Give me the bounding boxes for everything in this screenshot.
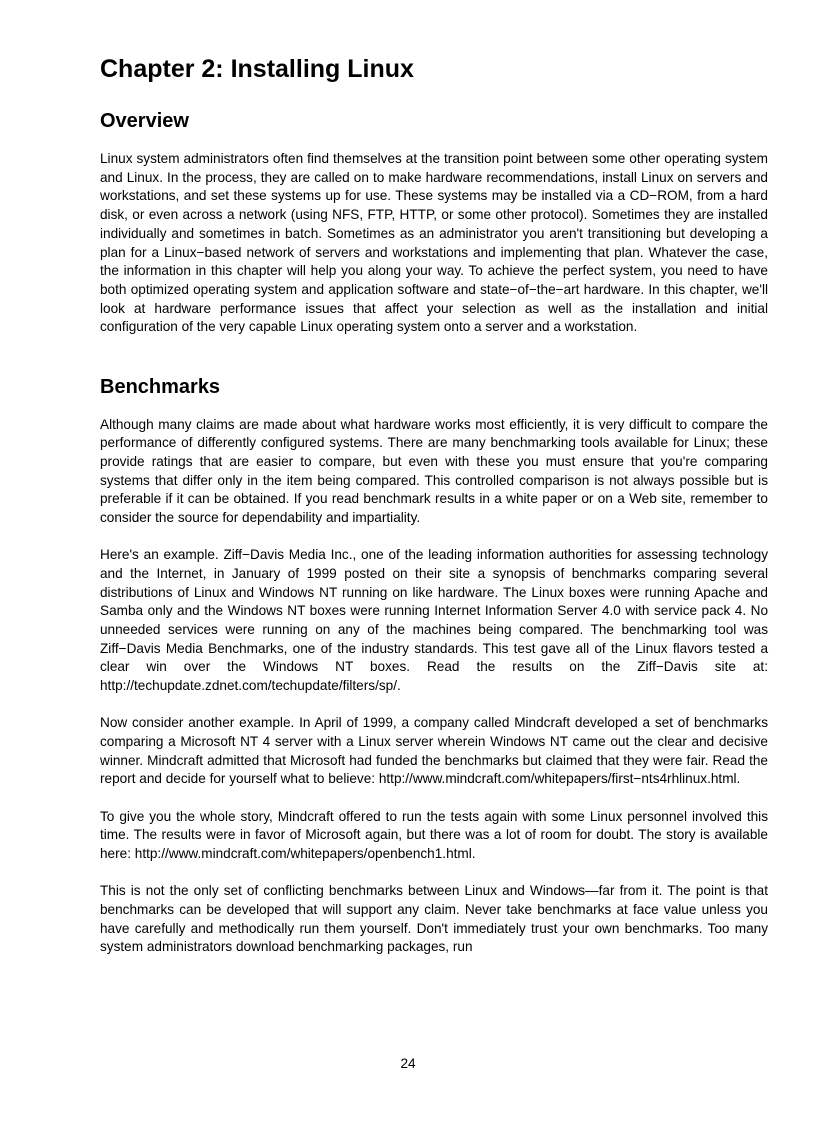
overview-heading: Overview <box>100 110 189 132</box>
benchmarks-paragraph-2: Here's an example. Ziff−Davis Media Inc., one of the leading information authorities for assessing technology and the Internet, in January of 1999 posted on their site a synopsis of benchmarks comparing several distributions of Linux and Windows NT running on like hardware. The Linux boxes were running Apache and Samba only and the Windows NT boxes were running Internet Information Server 4.0 with service pack 4. No unneeded services were running on any of the machines being compared. The benchmarking tool was Ziff−Davis Media Benchmarks, one of the industry standards. This test gave all of the Linux flavors tested a clear win over the Windows NT boxes. Read the results on the Ziff−Davis site at: http://techupdate.zdnet.com/techupdate/filters/sp/. <box>100 547 768 694</box>
benchmarks-paragraph-3: Now consider another example. In April of 1999, a company called Mindcraft developed a set of benchmarks comparing a Microsoft NT 4 server with a Linux server wherein Windows NT came out the clear and decisive winner. Mindcraft admitted that Microsoft had funded the benchmarks but claimed that they were fair. Read the report and decide for yourself what to believe: http://www.mindcraft.com/whitepapers/first−nts4rhlinux.html. <box>100 715 768 787</box>
section-spacer <box>100 356 768 374</box>
page-number: 24 <box>400 1056 416 1071</box>
page-content <box>100 52 768 976</box>
chapter-title: Chapter 2: Installing Linux <box>100 55 414 83</box>
benchmarks-paragraph-1: Although many claims are made about what hardware works most efficiently, it is very difficult to compare the performance of differently configured systems. There are many benchmarking tools available for Linux; these provide ratings that are easier to compare, but even with these you must ensure that you're comparing systems that differ only in the item being compared. This controlled comparison is not always possible but is preferable if it can be obtained. If you read benchmark results in a white paper or on a Web site, remember to consider the source for dependability and impartiality. <box>100 416 768 526</box>
benchmarks-paragraph-5: This is not the only set of conflicting benchmarks between Linux and Windows—far from it. The point is that benchmarks can be developed that will support any claim. Never take benchmarks at face value unless you have carefully and methodically run them yourself. Don't immediately trust your own benchmarks. Too many system administrators download benchmarking packages, run <box>100 883 768 955</box>
benchmarks-heading: Benchmarks <box>100 375 221 398</box>
overview-paragraph: Linux system administrators often find themselves at the transition point between some other operating system and Linux. In the process, they are called on to make hardware recommendations, install Linux on servers and workstations, and set these systems up for use. These systems may be installed via a CD−ROM, from a hard disk, or even across a network (using NFS, FTP, HTTP, or some other protocol). Sometimes they are installed individually and sometimes in batch. Sometimes as an administrator you aren't transitioning but developing a plan for a Linux−based network of servers and workstations and implementing that plan. Whatever the case, the information in this chapter will help you along your way. To achieve the perfect system, you need to have both optimized operating system and application software and state−of−the−art hardware. In this chapter, we'll look at hardware performance issues that affect your selection as well as the installation and initial configuration of the very capable Linux operating system onto a server and a workstation. <box>100 151 768 335</box>
benchmarks-paragraph-4: To give you the whole story, Mindcraft offered to run the tests again with some Linux personnel involved this time. The results were in favor of Microsoft again, but there was a lot of room for doubt. The story is available here: http://www.mindcraft.com/whitepapers/openbench1.html. <box>100 808 768 862</box>
